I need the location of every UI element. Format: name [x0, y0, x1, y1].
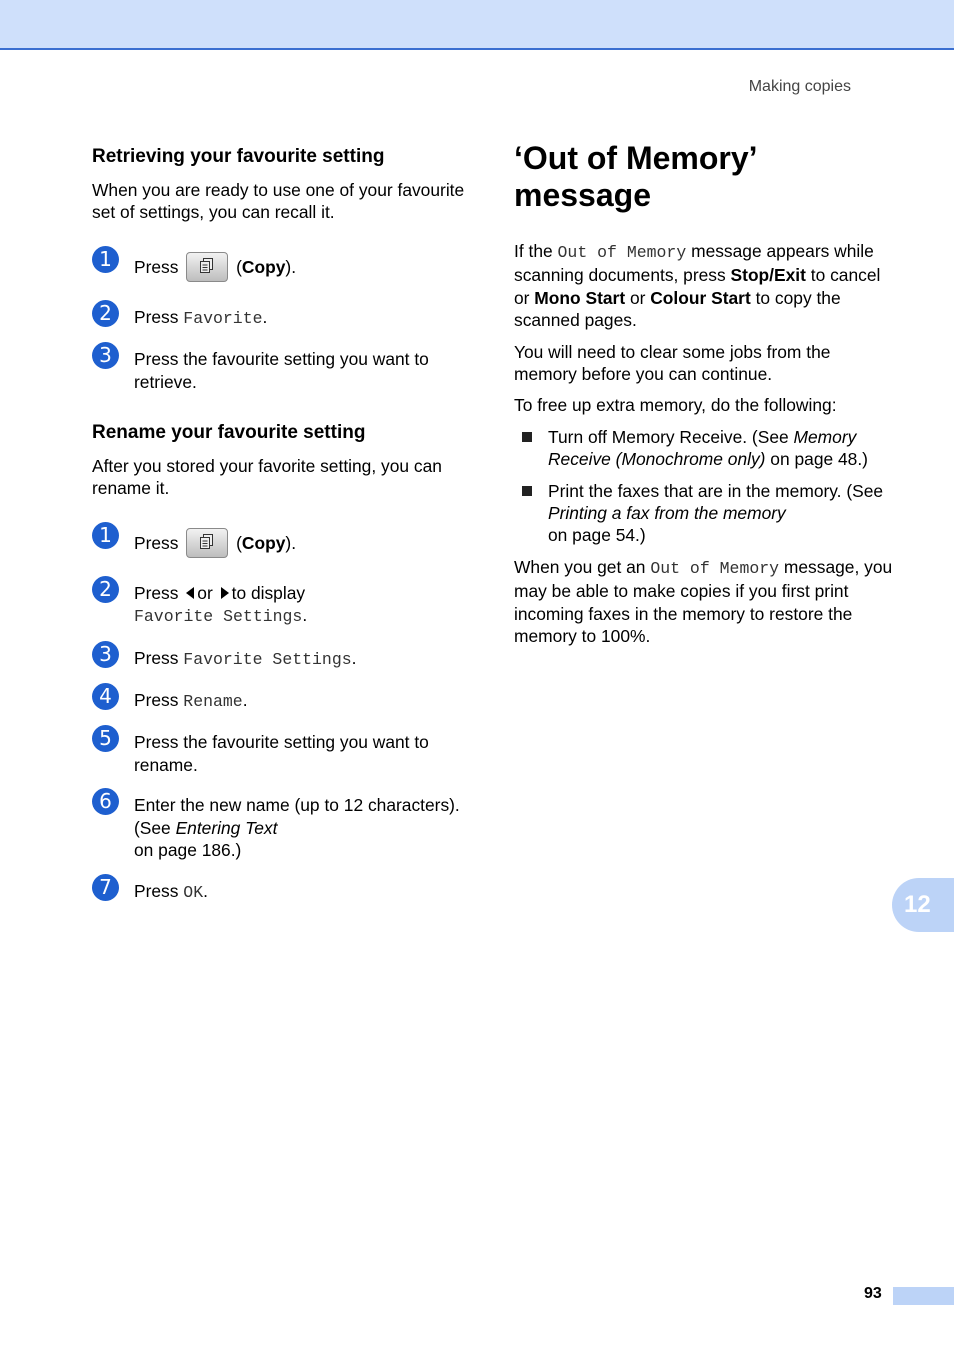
- cross-reference: Entering Text: [175, 817, 278, 838]
- copy-label: Copy: [241, 256, 286, 277]
- chapter-tab: 12: [892, 878, 954, 932]
- top-header-band: [0, 0, 954, 50]
- step-item: 2 Press or to display Favorite Settings.: [92, 582, 472, 629]
- lcd-text: Favorite Settings: [183, 649, 352, 669]
- paragraph: You will need to clear some jobs from the memory before you can continue.: [514, 341, 831, 385]
- key-name: Stop/Exit: [730, 265, 806, 286]
- step-number: 5: [92, 725, 119, 752]
- page-title: ‘Out of Memory’ message: [514, 140, 758, 213]
- step-number: 4: [92, 683, 119, 710]
- left-arrow-icon: [186, 587, 194, 599]
- step-item: 1 Press (Copy).: [92, 528, 472, 558]
- section-intro-retrieve: When you are ready to use one of your favourite set of settings, you can recall it.: [92, 180, 465, 223]
- step-number: 3: [92, 342, 119, 369]
- bullet-square-icon: [522, 486, 532, 496]
- lcd-text: Rename: [183, 692, 243, 712]
- step-item: 3 Press Favorite Settings.: [92, 647, 472, 671]
- step-item: 5 Press the favourite setting you want to rename.: [92, 731, 472, 776]
- key-name: Colour Start: [650, 287, 751, 308]
- step-number: 1: [92, 246, 119, 273]
- step-item: 1 Press (Copy).: [92, 252, 472, 282]
- step-number: 2: [92, 300, 119, 327]
- lcd-text: Out of Memory: [650, 558, 780, 578]
- step-item: 3 Press the favourite setting you want to retrieve.: [92, 348, 472, 393]
- key-name: Mono Start: [534, 287, 626, 308]
- copy-button-icon: [186, 252, 228, 282]
- cross-reference: Memory Receive (Monochrome only): [548, 426, 857, 470]
- lcd-text: OK: [183, 882, 204, 902]
- bullet-square-icon: [522, 432, 532, 442]
- step-number: 2: [92, 576, 119, 603]
- list-item: Turn off Memory Receive. (See Memory Receive (Monochrome only) on page 48.): [522, 426, 894, 471]
- running-head: Making copies: [748, 78, 851, 95]
- step-number: 7: [92, 874, 119, 901]
- step-item: 2 Press Favorite.: [92, 306, 472, 330]
- footer-band: [893, 1287, 954, 1305]
- copy-label: Copy: [241, 532, 286, 553]
- copy-button-icon: [186, 528, 228, 558]
- section-title-retrieve: Retrieving your favourite setting: [92, 146, 385, 167]
- paragraph: To free up extra memory, do the following:: [514, 395, 837, 416]
- lcd-text: Favorite: [183, 308, 263, 328]
- lcd-text: Favorite Settings: [134, 607, 303, 627]
- step-item: 4 Press Rename.: [92, 689, 472, 713]
- step-item: 6 Enter the new name (up to 12 characters). (See Entering Text on page 186.): [92, 794, 472, 861]
- step-number: 1: [92, 522, 119, 549]
- lcd-text: Out of Memory: [557, 243, 687, 262]
- page-number: 93: [864, 1285, 882, 1302]
- section-title-rename: Rename your favourite setting: [92, 422, 366, 444]
- step-item: 7 Press OK.: [92, 880, 472, 904]
- paragraph: When you get an Out of Memory message, you may be able to make copies if you first print incoming faxes in the memory to restore the memory to 100%.: [514, 556, 893, 647]
- left-column: [92, 140, 472, 904]
- cross-reference: Printing a fax from the memory: [548, 503, 786, 524]
- paragraph: If the Out of Memory message appears while scanning documents, press Stop/Exit to cancel or Mono Start or Colour Start to copy the scanned pages.: [514, 241, 881, 331]
- step-number: 6: [92, 788, 119, 815]
- right-column: [514, 140, 894, 657]
- list-item: Print the faxes that are in the memory. (See Printing a fax from the memory on page 54.): [522, 480, 894, 547]
- step-number: 3: [92, 641, 119, 668]
- section-intro-rename: After you stored your favorite setting, you can rename it.: [92, 456, 442, 499]
- right-arrow-icon: [221, 587, 229, 599]
